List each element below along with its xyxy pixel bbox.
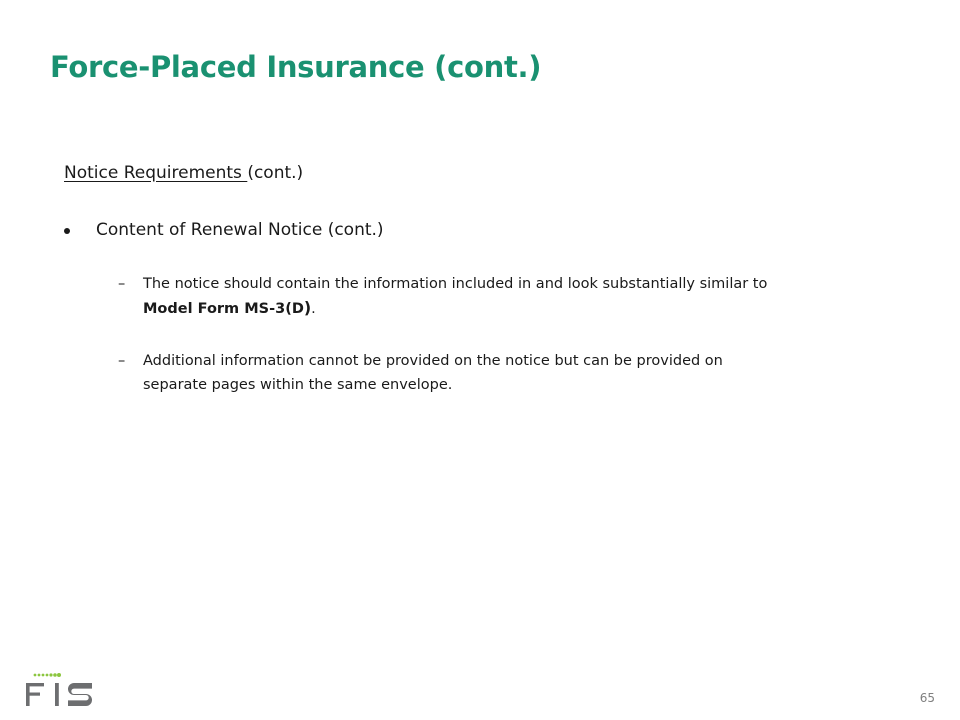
subpoint-1-end: . bbox=[311, 301, 316, 317]
subpoint-2-body bbox=[143, 349, 898, 397]
logo-dots-icon bbox=[34, 673, 61, 677]
section-heading-suffix: (cont.) bbox=[247, 163, 304, 183]
page-number: 65 bbox=[919, 691, 935, 705]
section-heading bbox=[64, 163, 303, 183]
fis-logo bbox=[26, 672, 98, 708]
logo-letters-icon bbox=[26, 683, 92, 706]
dash-icon: – bbox=[118, 276, 126, 292]
subpoint-2-line2: separate pages within the same envelope. bbox=[143, 377, 453, 393]
subpoint-1-line1: The notice should contain the information included in and look substantially similar to bbox=[143, 276, 768, 292]
subpoint-1-bold: Model Form MS-3(D bbox=[143, 301, 304, 317]
subpoint-1-bold-paren: ) bbox=[303, 298, 312, 317]
slide-title: Force-Placed Insurance (cont.) bbox=[50, 50, 542, 84]
subpoint-2-line1: Additional information cannot be provided on the notice but can be provided on bbox=[143, 353, 723, 369]
section-heading-underlined: Notice Requirements bbox=[64, 163, 248, 183]
bullet-text: Content of Renewal Notice (cont.) bbox=[96, 220, 384, 240]
dash-icon: – bbox=[118, 353, 126, 369]
subpoint-1-body bbox=[143, 272, 898, 321]
bullet-dot-icon bbox=[64, 228, 70, 234]
